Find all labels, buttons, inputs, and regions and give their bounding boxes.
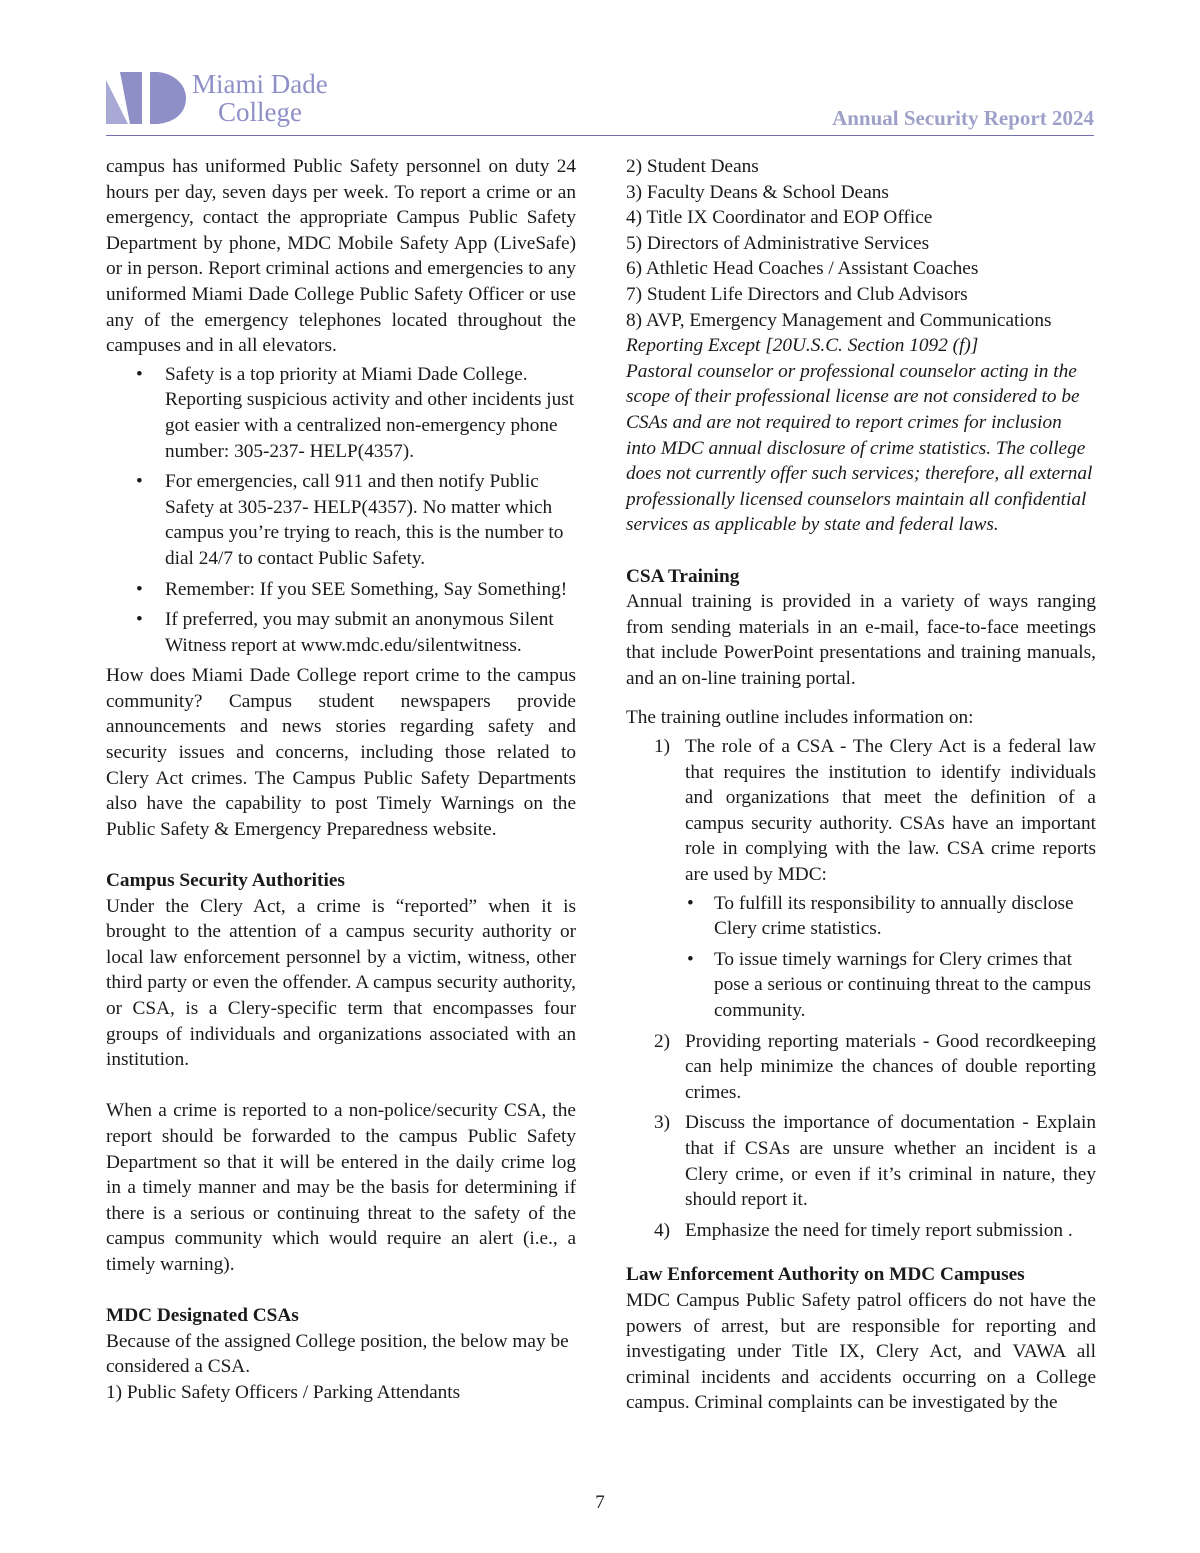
csa-list-item: 4) Title IX Coordinator and EOP Office (626, 207, 933, 229)
reporting-exception-title: Reporting Except [20U.S.C. Section 1092 (f)] (626, 335, 979, 357)
report-title: Annual Security Report 2024 (832, 106, 1094, 130)
non-police-csa-paragraph: When a crime is reported to a non-police/security CSA, the report should be forwarded to the campus Public Safety Department so that it will be entered in the daily crime log in a timely manner and may be the basis for determining if there is a serious or continuing threat to the safety of the campus community which would require an alert (i.e., a timely warning). (106, 1100, 576, 1275)
outline-text: Emphasize the need for timely report submission . (685, 1219, 1073, 1241)
spacer (626, 691, 1096, 705)
designated-csas-intro: Because of the assigned College position, the below may be considered a CSA. (106, 1330, 569, 1378)
header-rule (106, 135, 1094, 136)
designated-csa-item: 1) Public Safety Officers / Parking Attendants (106, 1381, 461, 1403)
bullet-item: • Safety is a top priority at Miami Dade College. Reporting suspicious activity and other incidents just got easier with a centralized non-emergency phone number: 305-237- HELP(4357). (106, 362, 576, 464)
reporting-exception-text: Pastoral counselor or professional counselor acting in the scope of their professional license are not considered to be CSAs and are not required to report crimes for inclusion into MDC annual disclosure of crime statistics. The college does not currently offer such services; therefore, all external professionally licensed counselors maintain all confidential services as applicable by state and federal laws. (626, 360, 1093, 536)
outline-number: 3) (654, 1112, 671, 1134)
intro-paragraph: campus has uniformed Public Safety personnel on duty 24 hours per day, seven days per week. To report a crime or an emergency, contact the appropriate Campus Public Safety Department by phone, MDC Mobile Safety App (LiveSafe) or in person. Report criminal actions and emergencies to any uniformed Miami Dade College Public Safety Officer or use any of the emergency telephones located throughout the campuses and in all elevators. (106, 156, 576, 357)
csa-list-item: 7) Student Life Directors and Club Advisors (626, 283, 968, 305)
outline-item (626, 734, 1096, 1024)
csa-training-heading: CSA Training (626, 565, 740, 587)
spacer (106, 1278, 576, 1304)
left-column (106, 154, 576, 1406)
csa-paragraph: Under the Clery Act, a crime is “reported” when it is brought to the attention of a campus security authority or local law enforcement personnel by a victim, witness, other third party or even the offender. A campus security authority, or CSA, is a Clery-specific term that encompasses four groups of individuals and organizations associated with an institution. (106, 895, 576, 1071)
training-outline-intro: The training outline includes information on: (626, 707, 974, 729)
outline-number: 1) (654, 736, 671, 758)
outline-text: Providing reporting materials - Good recordkeeping can help minimize the chances of double reporting crimes. (685, 1030, 1096, 1103)
csa-list-item: 3) Faculty Deans & School Deans (626, 181, 889, 203)
spacer (106, 842, 576, 868)
outline-number: 2) (654, 1030, 671, 1052)
logo-line-1: Miami Dade (192, 69, 328, 99)
csa-training-paragraph: Annual training is provided in a variety of ways ranging from sending materials in an e-mail, face-to-face meetings that include PowerPoint presentations and training manuals, and an on-line training portal. (626, 591, 1096, 689)
csa-list-item: 5) Directors of Administrative Services (626, 232, 930, 254)
crime-report-paragraph: How does Miami Dade College report crime to the campus community? Campus student newspapers provide announcements and news stories regarding safety and security issues and concerns, including those related to Clery Act crimes. The Campus Public Safety Departments also have the capability to post Timely Warnings on the Public Safety & Emergency Preparedness website. (106, 665, 576, 840)
spacer (626, 1248, 1096, 1262)
college-logo-text (192, 70, 328, 126)
bullet-item: • Remember: If you SEE Something, Say Something! (106, 577, 576, 603)
outline-text: The role of a CSA - The Clery Act is a federal law that requires the institution to identify individuals and organizations that meet the definition of a campus security authority. CSAs have an important role in complying with the law. CSA crime reports are used by MDC: (685, 736, 1096, 886)
page-header (106, 68, 1094, 138)
outline-sub-list (685, 891, 1096, 1024)
csa-list-item: 2) Student Deans (626, 156, 759, 177)
outline-item (626, 1218, 1096, 1244)
csa-list-item: 6) Athletic Head Coaches / Assistant Coaches (626, 258, 979, 280)
mdc-logo-icon (106, 72, 186, 124)
law-enforcement-heading: Law Enforcement Authority on MDC Campuses (626, 1264, 1025, 1286)
csa-list-item: 8) AVP, Emergency Management and Communications (626, 309, 1052, 331)
bullet-item: • If preferred, you may submit an anonymous Silent Witness report at www.mdc.edu/silentwitness. (106, 607, 576, 658)
csa-heading: Campus Security Authorities (106, 870, 345, 892)
law-enforcement-paragraph: MDC Campus Public Safety patrol officers do not have the powers of arrest, but are responsible for reporting and investigating under Title IX, Clery Act, and VAWA all criminal incidents and accidents occurring on a College campus. Criminal complaints can be investigated by the (626, 1289, 1096, 1414)
training-outline-list (626, 734, 1096, 1243)
right-column (626, 154, 1096, 1416)
outline-text: Discuss the importance of documentation - Explain that if CSAs are unsure whether an incident is a Clery crime, or even if it’s criminal in nature, they should report it. (685, 1112, 1096, 1211)
outline-item (626, 1029, 1096, 1106)
spacer (106, 1073, 576, 1099)
bullet-item: • For emergencies, call 911 and then notify Public Safety at 305-237- HELP(4357). No matter which campus you’re trying to reach, this is the number to dial 24/7 to contact Public Safety. (106, 469, 576, 571)
outline-number: 4) (654, 1219, 671, 1241)
designated-csas-heading: MDC Designated CSAs (106, 1305, 299, 1327)
logo-line-2: College (218, 97, 302, 127)
spacer (626, 538, 1096, 564)
safety-bullet-list (106, 362, 576, 659)
page-number: 7 (595, 1492, 605, 1513)
outline-item (626, 1110, 1096, 1212)
outline-sub-item: • To fulfill its responsibility to annually disclose Clery crime statistics. (685, 891, 1096, 942)
outline-sub-item: • To issue timely warnings for Clery crimes that pose a serious or continuing threat to the campus community. (685, 947, 1096, 1024)
